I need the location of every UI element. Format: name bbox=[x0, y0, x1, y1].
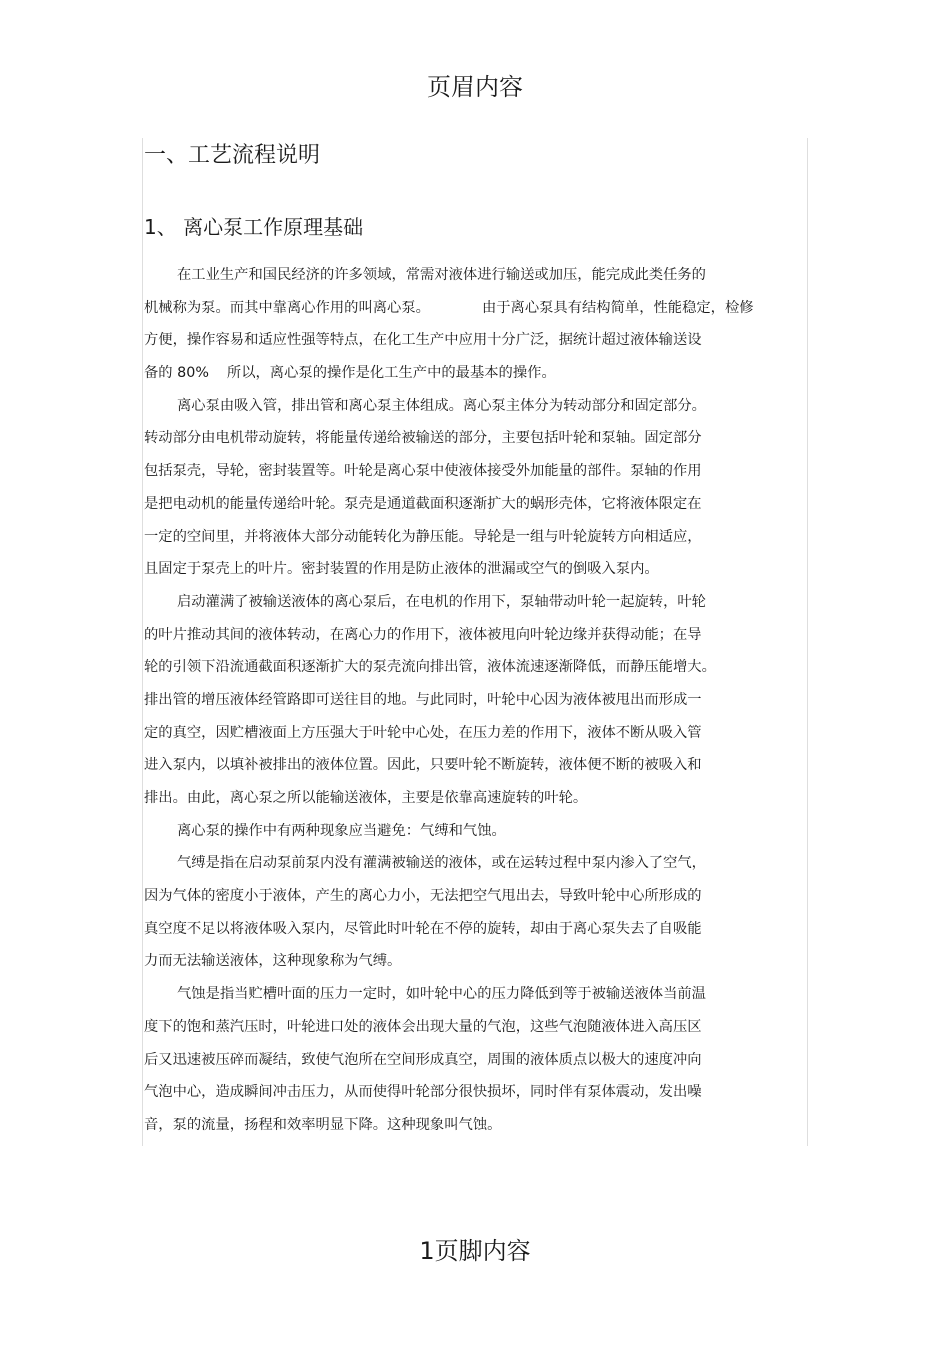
text-line: 力而无法输送液体，这种现象称为气缚。 bbox=[144, 953, 402, 970]
text-line: 轮的引领下沿流通截面积逐渐扩大的泵壳流向排出管，液体流速逐渐降低，而静压能增大。 bbox=[144, 659, 716, 676]
text-line: 转动部分由电机带动旋转，将能量传递给被输送的部分，主要包括叶轮和泵轴。固定部分 bbox=[144, 430, 702, 447]
text-line: 方便，操作容易和适应性强等特点，在化工生产中应用十分广泛，据统计超过液体输送设 bbox=[144, 332, 702, 349]
text-line: 音，泵的流量，扬程和效率明显下降。这种现象叫气蚀。 bbox=[144, 1116, 502, 1133]
text-line: 离心泵的操作中有两种现象应当避免：气缚和气蚀。 bbox=[177, 822, 506, 839]
text-line: 且固定于泵壳上的叶片。密封装置的作用是防止液体的泄漏或空气的倒吸入泵内。 bbox=[144, 561, 659, 578]
text-line: 后又迅速被压碎而凝结，致使气泡所在空间形成真空，周围的液体质点以极大的速度冲向 bbox=[144, 1051, 702, 1068]
paragraph-principle bbox=[144, 259, 784, 390]
text-line: 启动灌满了被输送液体的离心泵后，在电机的作用下，泵轴带动叶轮一起旋转，叶轮 bbox=[177, 593, 706, 610]
text-line: 气蚀是指当贮槽叶面的压力一定时，如叶轮中心的压力降低到等于被输送液体当前温 bbox=[177, 986, 706, 1003]
text-line: 度下的饱和蒸汽压时，叶轮进口处的液体会出现大量的气泡，这些气泡随液体进入高压区 bbox=[144, 1018, 702, 1035]
paragraph-structure bbox=[144, 390, 784, 586]
text-line: 在工业生产和国民经济的许多领域，常需对液体进行输送或加压，能完成此类任务的 bbox=[177, 267, 706, 283]
text-line: 是把电动机的能量传递给叶轮。泵壳是通道截面积逐渐扩大的蜗形壳体，它将液体限定在 bbox=[144, 495, 702, 512]
text-line: 进入泵内，以填补被排出的液体位置。因此，只要叶轮不断旋转，液体便不断的被吸入和 bbox=[144, 757, 702, 774]
paragraph-air-binding bbox=[144, 847, 784, 978]
paragraph-operation bbox=[144, 586, 784, 815]
text-line: 包括泵壳，导轮，密封装置等。叶轮是离心泵中使液体接受外加能量的部件。泵轴的作用 bbox=[144, 463, 702, 480]
body-text bbox=[144, 259, 784, 1142]
text-line: 排出。由此，离心泵之所以能输送液体，主要是依靠高速旋转的叶轮。 bbox=[144, 790, 588, 806]
subsection-title: 1、 离心泵工作原理基础 bbox=[144, 215, 364, 239]
page-footer: 1页脚内容 bbox=[419, 1237, 531, 1265]
paragraph-cavitation bbox=[144, 978, 784, 1141]
page-header: 页眉内容 bbox=[427, 73, 523, 101]
text-line: 定的真空，因贮槽液面上方压强大于叶轮中心处，在压力差的作用下，液体不断从吸入管 bbox=[144, 724, 702, 741]
text-line: 因为气体的密度小于液体，产生的离心力小，无法把空气甩出去，导致叶轮中心所形成的 bbox=[144, 888, 702, 905]
section-title: 一、工艺流程说明 bbox=[144, 143, 321, 168]
text-line bbox=[144, 292, 784, 325]
text-span: 机械称为泵。而其中靠离心作用的叫离心泵。 bbox=[144, 299, 430, 316]
text-line: 的叶片推动其间的液体转动，在离心力的作用下，液体被甩向叶轮边缘并获得动能；在导 bbox=[144, 626, 702, 643]
text-line bbox=[144, 357, 784, 390]
text-line: 排出管的增压液体经管路即可送往目的地。与此同时，叶轮中心因为液体被甩出而形成一 bbox=[144, 691, 702, 708]
text-span: 由于离心泵具有结构简单，性能稳定，检修 bbox=[481, 299, 754, 316]
text-span: 所以，离心泵的操作是化工生产中的最基本的操作。 bbox=[226, 365, 556, 382]
text-line: 一定的空间里，并将液体大部分动能转化为静压能。导轮是一组与叶轮旋转方向相适应， bbox=[144, 528, 702, 545]
text-line: 气缚是指在启动泵前泵内没有灌满被输送的液体，或在运转过程中泵内渗入了空气， bbox=[177, 855, 706, 872]
text-span: 备的 80% bbox=[144, 365, 209, 382]
text-line: 离心泵由吸入管，排出管和离心泵主体组成。离心泵主体分为转动部分和固定部分。 bbox=[177, 397, 706, 414]
text-line: 气泡中心，造成瞬间冲击压力，从而使得叶轮部分很快损坏，同时伴有泵体震动，发出噪 bbox=[144, 1084, 702, 1101]
paragraph-phenomena bbox=[144, 815, 784, 848]
text-line: 真空度不足以将液体吸入泵内，尽管此时叶轮在不停的旋转，却由于离心泵失去了自吸能 bbox=[144, 920, 702, 937]
